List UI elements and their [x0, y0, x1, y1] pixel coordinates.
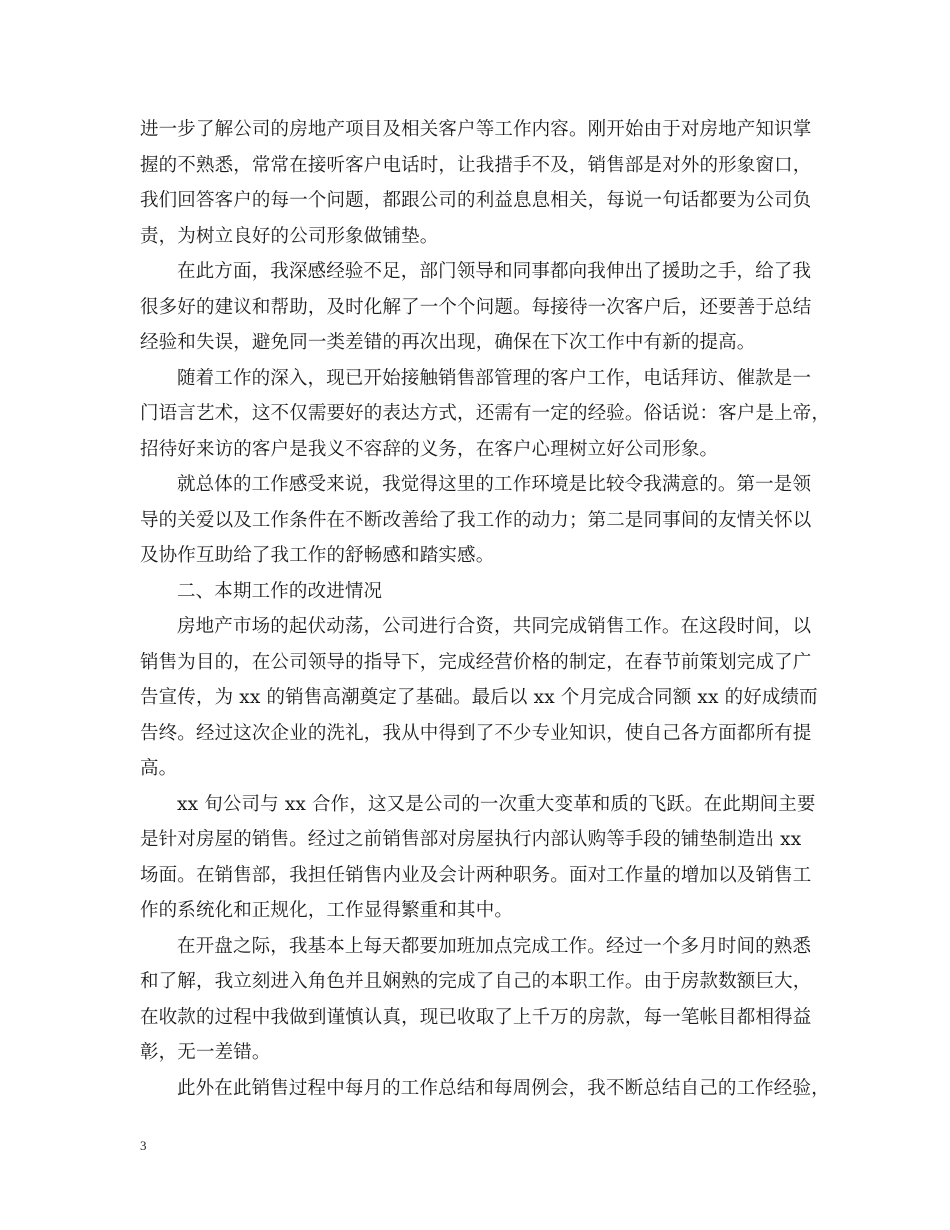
paragraph-first-line: 此外在此销售过程中每月的工作总结和每周例会，我不断总结自己的工作经验，: [177, 1077, 830, 1099]
text-line: 告宣传，为 xx 的销售高潮奠定了基础。最后以 xx 个月完成合同额 xx 的好成绩而: [140, 687, 818, 708]
paragraph-first-line: 在此方面，我深感经验不足，部门领导和同事都向我伸出了援助之手，给了我: [177, 261, 812, 282]
page-number: 3: [140, 1138, 147, 1153]
text-line: 在收款的过程中我做到谨慎认真，现已收取了上千万的房款，每一笔帐目都相得益: [140, 1006, 812, 1028]
paragraph-first-line: xx 旬公司与 xx 合作，这又是公司的一次重大变革和质的飞跃。在此期间主要: [177, 793, 816, 815]
text-line: 进一步了解公司的房地产项目及相关客户等工作内容。刚开始由于对房地产知识掌: [140, 119, 812, 140]
text-line: 彰，无一差错。: [140, 1042, 271, 1063]
text-line: 是针对房屋的销售。经过之前销售部对房屋执行内部认购等手段的铺垫制造出 xx: [140, 829, 802, 850]
text-line: 高。: [140, 758, 178, 779]
paragraph-first-line: 在开盘之际，我基本上每天都要加班加点完成工作。经过一个多月时间的熟悉: [177, 935, 812, 957]
text-line: 销售为目的，在公司领导的指导下，完成经营价格的制定，在春节前策划完成了广: [140, 651, 812, 673]
text-line: 导的关爱以及工作条件在不断改善给了我工作的动力；第二是同事间的友情关怀以: [140, 509, 812, 531]
text-line: 告终。经过这次企业的洗礼，我从中得到了不少专业知识，使自己各方面都所有提: [140, 722, 812, 744]
text-line: 我们回答客户的每一个问题，都跟公司的利益息息相关，每说一句话都要为公司负: [140, 190, 812, 211]
document-body: [140, 112, 831, 1106]
text-line: 场面。在销售部，我担任销售内业及会计两种职务。面对工作量的增加以及销售工: [140, 864, 812, 886]
section-heading: 二、本期工作的改进情况: [177, 580, 383, 602]
paragraph-first-line: 就总体的工作感受来说，我觉得这里的工作环境是比较令我满意的。第一是领: [177, 474, 812, 495]
paragraph-first-line: 随着工作的深入，现已开始接触销售部管理的客户工作，电话拜访、催款是一: [177, 367, 812, 389]
paragraph-first-line: 房地产市场的起伏动荡，公司进行合资，共同完成销售工作。在这段时间，以: [177, 616, 812, 637]
text-line: 作的系统化和正规化，工作显得繁重和其中。: [140, 900, 514, 921]
text-line: 和了解，我立刻进入角色并且娴熟的完成了自己的本职工作。由于房款数额巨大，: [140, 971, 812, 992]
text-line: 招待好来访的客户是我义不容辞的义务，在客户心理树立好公司形象。: [140, 438, 719, 460]
text-line: 握的不熟悉，常常在接听客户电话时，让我措手不及，销售部是对外的形象窗口，: [140, 154, 812, 176]
text-line: 经验和失误，避免同一类差错的再次出现，确保在下次工作中有新的提高。: [140, 332, 756, 353]
text-line: 责，为树立良好的公司形象做铺垫。: [140, 225, 439, 247]
text-line: 及协作互助给了我工作的舒畅感和踏实感。: [140, 545, 495, 566]
text-line: 门语言艺术，这不仅需要好的表达方式，还需有一定的经验。俗话说：客户是上帝，: [140, 403, 831, 424]
text-line: 很多好的建议和帮助，及时化解了一个个问题。每接待一次客户后，还要善于总结: [140, 296, 812, 318]
